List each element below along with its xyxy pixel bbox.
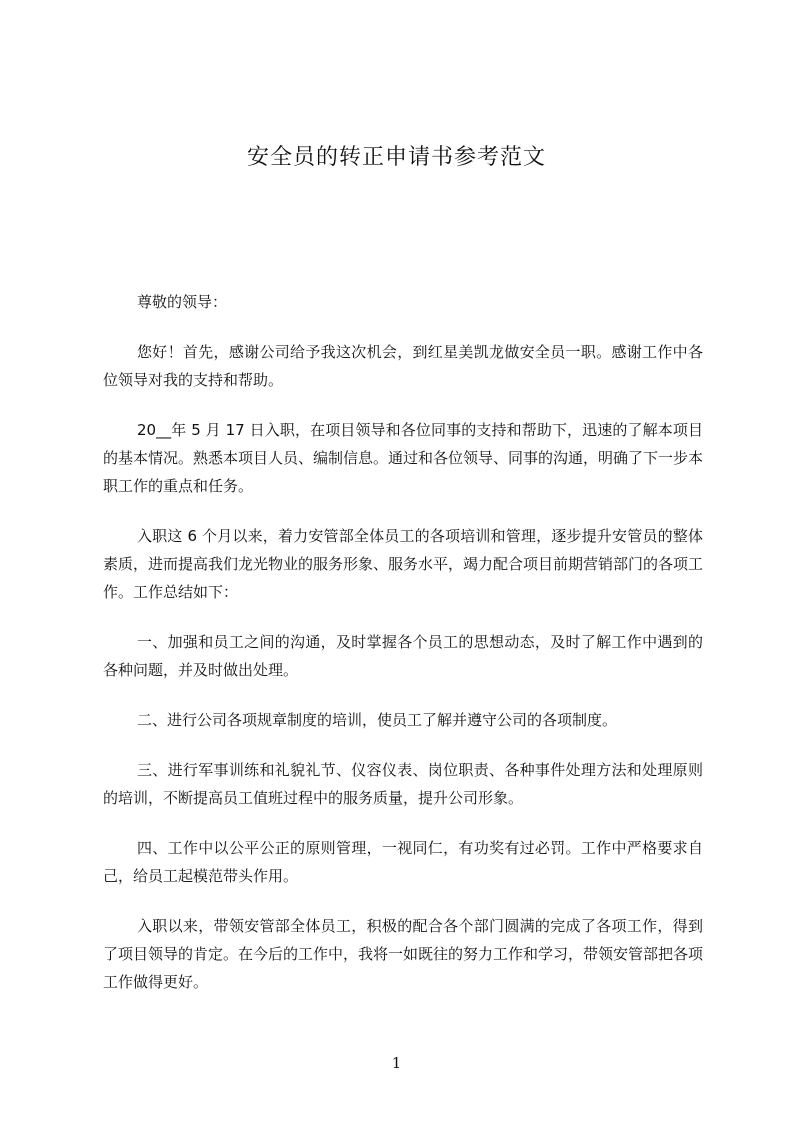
salutation: 尊敬的领导：: [137, 293, 228, 311]
document-title: 安全员的转正申请书参考范文: [246, 145, 546, 170]
paragraph-six-months: 入职这 6 个月以来，着力安管部全体员工的各项培训和管理，逐步提升安管员的整体素质，进而提高我们龙光物业的服务形象、服务水平，竭力配合项目前期营销部门的各项工作。工作总结如下：: [103, 527, 704, 601]
paragraph-item-4: 四、工作中以公平公正的原则管理，一视同仁，有功奖有过必罚。工作中严格要求自己，给员工起模范带头作用。: [103, 839, 703, 885]
paragraph-conclusion: 入职以来，带领安管部全体员工，积极的配合各个部门圆满的完成了各项工作，得到了项目领导的肯定。在今后的工作中，我将一如既往的努力工作和学习，带领安管部把各项工作做得更好。: [103, 917, 704, 991]
page-number: 1: [391, 1054, 402, 1072]
document-body: [103, 288, 703, 1018]
paragraph-item-3: 三、进行军事训练和礼貌礼节、仪容仪表、岗位职责、各种事件处理方法和处理原则的培训，不断提高员工值班过程中的服务质量，提升公司形象。: [103, 761, 703, 807]
paragraph-item-1: 一、加强和员工之间的沟通，及时掌握各个员工的思想动态，及时了解工作中遇到的各种问题，并及时做出处理。: [103, 633, 703, 679]
paragraph-onboarding: 20__年 5 月 17 日入职，在项目领导和各位同事的支持和帮助下，迅速的了解本项目的基本情况。熟悉本项目人员、编制信息。通过和各位领导、同事的沟通，明确了下一步本职工作的重点和任务。: [103, 421, 704, 495]
paragraph-greeting: 您好！首先，感谢公司给予我这次机会，到红星美凯龙做安全员一职。感谢工作中各位领导对我的支持和帮助。: [103, 343, 703, 389]
paragraph-item-2: 二、进行公司各项规章制度的培训，使员工了解并遵守公司的各项制度。: [137, 711, 618, 729]
